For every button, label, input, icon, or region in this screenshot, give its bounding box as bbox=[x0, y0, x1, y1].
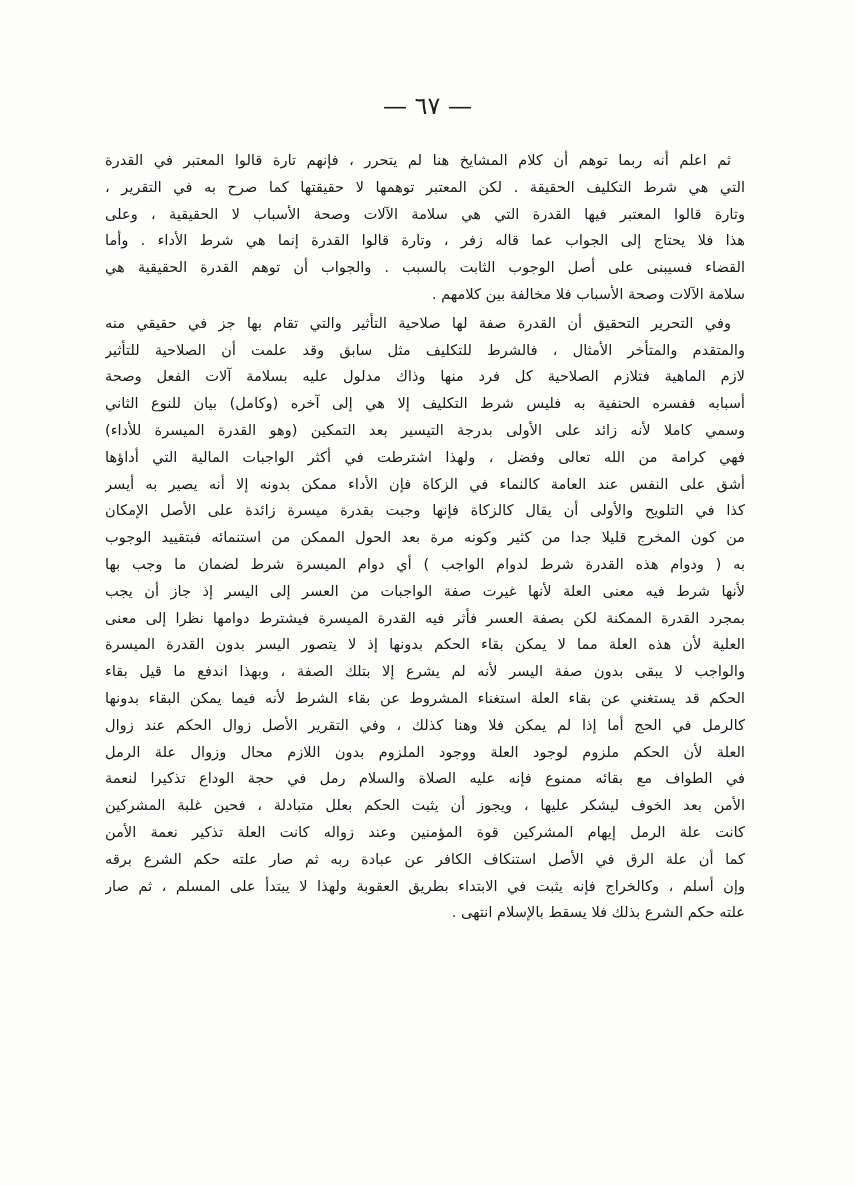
text-line: والواجب لا يبقى بدون صفة اليسر لأنه لم يشرع إلا بتلك الصفة ، وبهذا اندفع ما قيل بقاء bbox=[105, 663, 745, 681]
text-line: في الطواف مع بقائه ممنوع فإنه عليه الصلاة والسلام رمل في حجة الوداع تذكيرا لنعمة bbox=[105, 770, 745, 788]
page-number: — ٦٧ — bbox=[382, 92, 473, 120]
text-line: وفي التحرير التحقيق أن القدرة صفة لها صلاحية التأثير والتي تقام بها جز في حقيقي منه bbox=[105, 314, 731, 332]
text-line: أشق على النفس عند العامة كالنماء في الزكاة فإن الأداء ممكن بدونه إلا أنه يصير به أيسر bbox=[105, 475, 745, 493]
text-line: كانت علة الرمل إيهام المشركين قوة المؤمنين وعند زواله كانت العلة تذكير نعمة الأمن bbox=[105, 823, 745, 841]
text-line: بمجرد القدرة الممكنة لكن بصفة العسر فأثر فيه القدرة الميسرة فيشترط دوامها نظرا إلى معنى bbox=[105, 609, 745, 627]
text-line: والمتقدم والمتأخر الأمثال ، فالشرط للتكليف مثل سابق وقد علمت أن الصلاحية للتأثير bbox=[105, 341, 745, 359]
text-line: القضاء فسيبنى على أصل الوجوب الثابت بالسبب . والجواب أن توهم القدرة الحقيقية هي bbox=[105, 259, 745, 277]
text-line: علته حكم الشرع بذلك فلا يسقط بالإسلام انتهى . bbox=[451, 904, 745, 922]
text-line: التي هي شرط التكليف الحقيقة . لكن المعتبر توهمها لا حقيقتها كما صرح به في التقرير ، bbox=[105, 178, 745, 196]
text-line: الحكم قد يستغني عن بقاء العلة استغناء المشروط عن بقاء الشرط لأنه فيما يمكن البقاء بدونها bbox=[105, 689, 745, 707]
text-line: وتارة قالوا المعتبر فيها القدرة التي هي سلامة الآلات وصحة الأسباب لا الحقيقية ، وعلى bbox=[105, 205, 745, 223]
text-line: فهي كرامة من الله تعالى وفضل ، ولهذا اشترطت في أكثر الواجبات المالية التي أداؤها bbox=[105, 448, 745, 466]
text-line: أسبابه ففسره الحنفية به فليس شرط التكليف إلا هي إلى آخره (وكامل) بيان للنوع الثاني bbox=[105, 395, 745, 413]
text-line: لأنها شرط فيه معنى العلة لأنها غيرت صفة الواجبات من العسر إلى اليسر إذ جاز أن يجب bbox=[105, 582, 745, 600]
body-text bbox=[105, 148, 745, 927]
text-line: وإن أسلم ، وكالخراج فإنه يثبت في الابتداء بطريق العقوبة ولهذا لا يبتدأ على المسلم ، ثم صار bbox=[105, 877, 745, 895]
text-line: كالرمل في الحج أما إذا لم يمكن فلا وهنا كذلك ، وفي التقرير الأصل زوال الحكم عند زوال bbox=[105, 716, 745, 734]
text-line: سلامة الآلات وصحة الأسباب فلا مخالفة بين كلامهم . bbox=[431, 285, 745, 303]
text-line: كما أن علة الرق في الأصل استنكاف الكافر عن عبادة ربه ثم صار علته حكم الشرع برقه bbox=[105, 850, 745, 868]
text-line: العلية لأن هذه العلة مما لا يمكن بقاء الحكم بدونها إذ لا يتصور اليسر بدون القدرة الميسرة bbox=[105, 636, 745, 654]
text-line: به ( ودوام هذه القدرة شرط لدوام الواجب ) أي دوام الميسرة شرط لضمان ما وجب بها bbox=[105, 555, 745, 573]
text-line: الأمن بعد الخوف ليشكر عليها ، ويجوز أن يثبت الحكم بعلل متبادلة ، فحين غلبة المشركين bbox=[105, 797, 745, 815]
text-line: ثم اعلم أنه ربما توهم أن كلام المشايخ هنا لم يتحرر ، فإنهم تارة قالوا المعتبر في القدرة bbox=[105, 152, 731, 169]
text-line: لازم الماهية فتلازم الصلاحية كل فرد منها وذاك مدلول عليه بسلامة آلات الفعل وصحة bbox=[105, 368, 745, 386]
text-line: العلة لأن الحكم ملزوم لوجود العلة ووجود الملزوم بدون اللازم محال وزوال علة الرمل bbox=[105, 743, 745, 761]
text-line: وسمي كاملا لأنه زائد على الأولى بدرجة التيسير بعد التمكين (وهو القدرة الميسرة للأداء) bbox=[105, 421, 745, 439]
text-line: من كون المخرج قليلا جدا من كثير وكونه مرة بعد الحول الممكن من استنمائه فبتقييد الوجوب bbox=[105, 529, 745, 547]
paragraph-2 bbox=[105, 311, 745, 927]
text-line: كذا في التلويح والأولى أن يقال كالزكاة فإنها وجبت بقدرة ميسرة زائدة على الأصل الإمكان bbox=[105, 502, 745, 520]
text-line: هذا فلا يحتاج إلى الجواب عما قاله زفر ، وتارة قالوا القدرة إنما هي شرط الأداء . وأما bbox=[105, 232, 745, 250]
paragraph-1 bbox=[105, 148, 745, 309]
